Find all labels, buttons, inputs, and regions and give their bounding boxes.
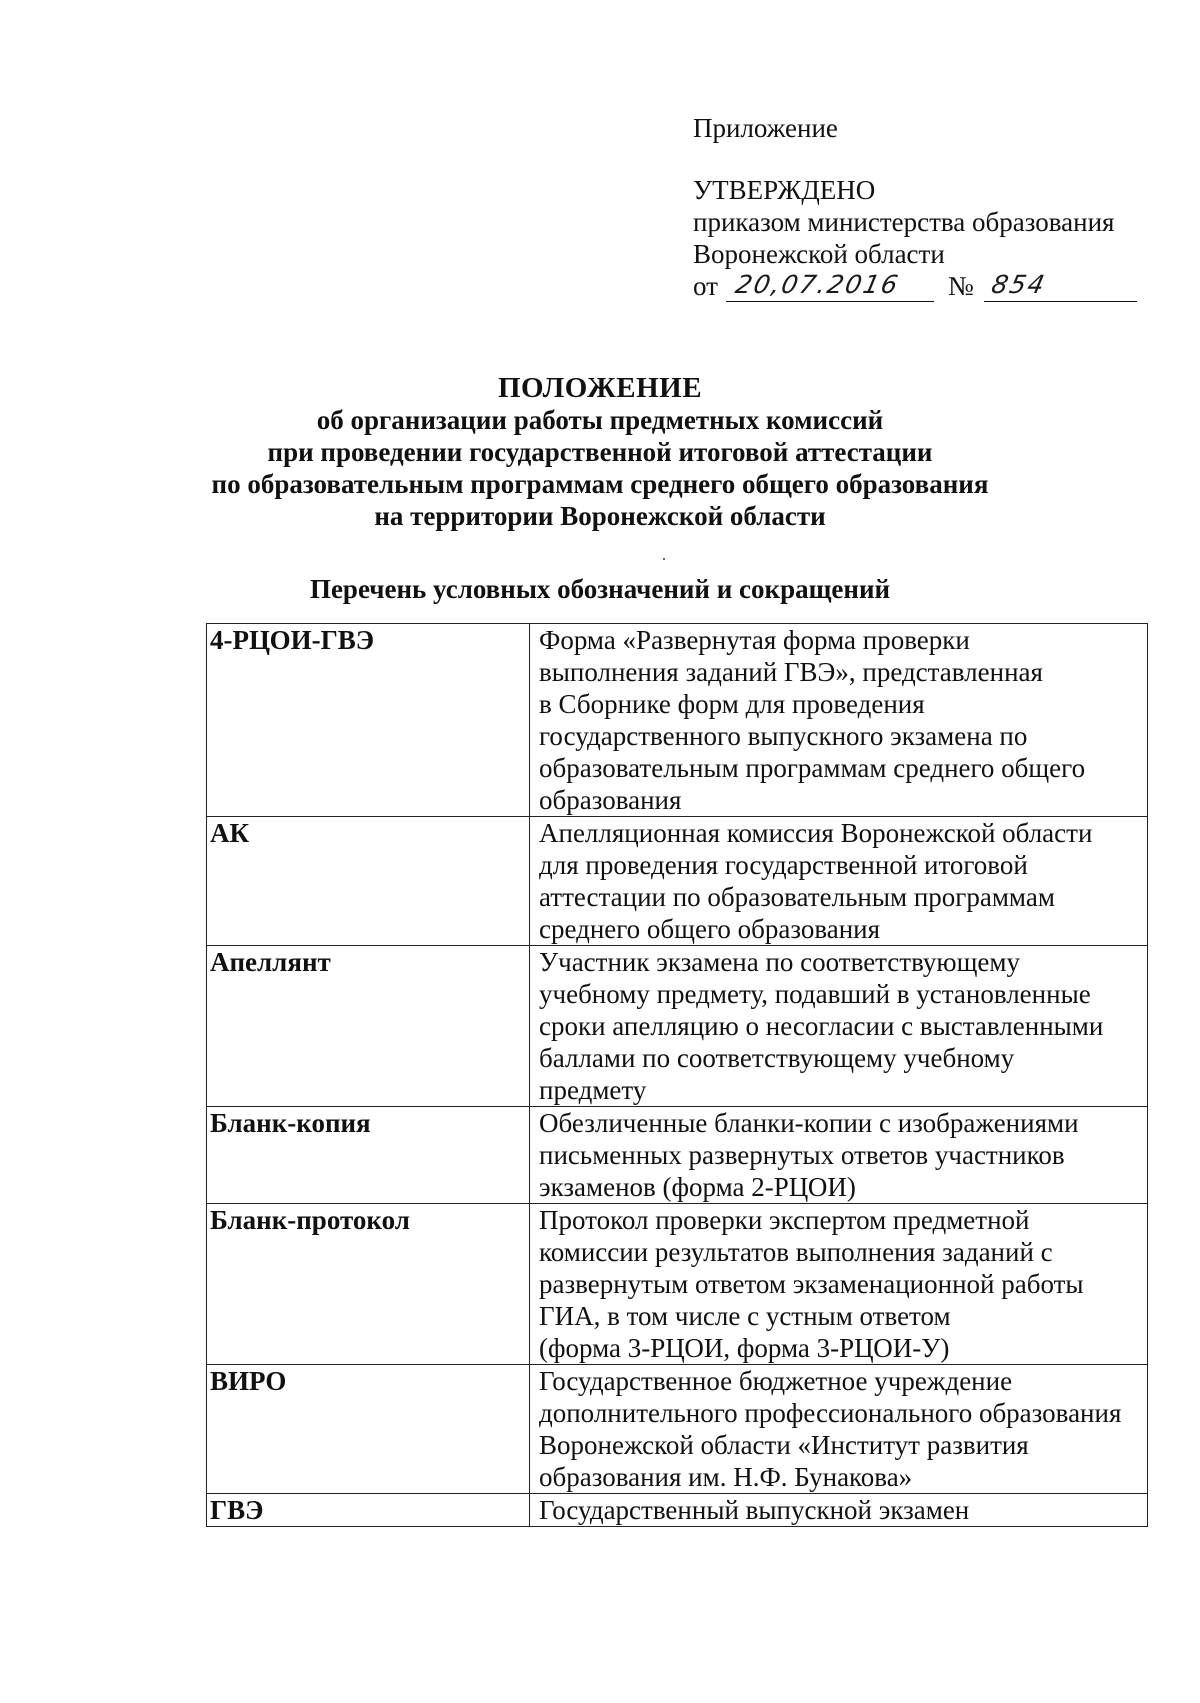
document-title-block [150, 372, 1050, 532]
abbreviation-definition [530, 1365, 1148, 1494]
definition-line: в Сборнике форм для проведения [539, 689, 925, 719]
abbreviation-term: ВИРО [207, 1365, 530, 1494]
definition-line: дополнительного профессионального образования [539, 1398, 1122, 1428]
abbreviations-table-body [207, 624, 1148, 1527]
abbreviation-term: 4-РЦОИ-ГВЭ [207, 624, 530, 817]
table-row [207, 1204, 1148, 1365]
abbreviation-definition [530, 1494, 1148, 1527]
definition-line: для проведения государственной итоговой [539, 850, 1028, 880]
abbreviation-definition [530, 1204, 1148, 1365]
approved-by-line-1: приказом министерства образования [693, 207, 1115, 237]
definition-line: Государственное бюджетное учреждение [539, 1366, 1013, 1396]
definition-line: Форма «Развернутая форма проверки [539, 625, 970, 655]
definition-line: государственного выпускного экзамена по [539, 721, 1028, 751]
abbreviation-definition [530, 1107, 1148, 1204]
definition-line: экзаменов (форма 2-РЦОИ) [539, 1172, 856, 1202]
definition-line: баллами по соответствующему учебному [539, 1043, 1015, 1073]
approved-label: УТВЕРЖДЕНО [693, 175, 876, 205]
definition-line: выполнения заданий ГВЭ», представленная [539, 657, 1043, 687]
approved-by-line-2: Воронежской области [693, 239, 945, 269]
table-row [207, 1365, 1148, 1494]
abbreviation-definition [530, 624, 1148, 817]
definition-line: образования им. Н.Ф. Бунакова» [539, 1462, 913, 1492]
abbreviation-term: ГВЭ [207, 1494, 530, 1527]
table-row [207, 946, 1148, 1107]
appendix-label: Приложение [693, 113, 838, 143]
abbreviation-definition [530, 817, 1148, 946]
title-line-2: при проведении государственной итоговой аттестации [267, 437, 933, 467]
title-line-1: об организации работы предметных комиссий [316, 405, 884, 435]
order-date-number-line [693, 270, 1153, 302]
abbreviation-definition [530, 946, 1148, 1107]
definition-line: Государственный выпускной экзамен [539, 1495, 970, 1525]
abbreviation-term: АК [207, 817, 530, 946]
from-label: от [693, 271, 718, 301]
table-row [207, 624, 1148, 817]
table-row [207, 817, 1148, 946]
number-sign: № [947, 271, 974, 301]
abbreviation-term: Бланк-копия [207, 1107, 530, 1204]
definition-line: Протокол проверки экспертом предметной [539, 1205, 1030, 1235]
definition-line: Воронежской области «Институт развития [539, 1430, 1029, 1460]
definition-line: развернутым ответом экзаменационной работы [539, 1269, 1084, 1299]
table-row [207, 1107, 1148, 1204]
definition-line: учебному предмету, подавший в установленные [539, 979, 1091, 1009]
order-number-blank [984, 271, 1137, 302]
definition-line: комиссии результатов выполнения заданий с [539, 1237, 1053, 1267]
definition-line: образовательным программам среднего общего [539, 753, 1086, 783]
definition-line: аттестации по образовательным программам [539, 882, 1055, 912]
document-title: ПОЛОЖЕНИЕ [497, 372, 703, 404]
title-line-3: по образовательным программам среднего общего образования [211, 469, 989, 499]
abbreviations-table [206, 623, 1148, 1527]
order-number-handwritten: 854 [988, 270, 1049, 299]
definition-line: предмету [539, 1075, 647, 1105]
definition-line: Обезличенные бланки-копии с изображениями [539, 1108, 1079, 1138]
definition-line: образования [539, 785, 682, 815]
definition-line: Апелляционная комиссия Воронежской области [539, 818, 1093, 848]
section-title: Перечень условных обозначений и сокращений [309, 574, 891, 604]
definition-line: (форма 3-РЦОИ, форма 3-РЦОИ-У) [539, 1333, 950, 1363]
definition-line: письменных развернутых ответов участников [539, 1140, 1065, 1170]
abbreviation-term: Бланк-протокол [207, 1204, 530, 1365]
definition-line: сроки апелляцию о несогласии с выставленными [539, 1011, 1104, 1041]
table-row [207, 1494, 1148, 1527]
order-date-blank [726, 271, 934, 302]
abbreviation-term: Апеллянт [207, 946, 530, 1107]
order-date-handwritten: 20,07.2016 [732, 270, 903, 299]
definition-line: Участник экзамена по соответствующему [539, 947, 1020, 977]
definition-line: среднего общего образования [539, 914, 881, 944]
title-line-4: на территории Воронежской области [374, 501, 826, 531]
definition-line: ГИА, в том числе с устным ответом [539, 1301, 951, 1331]
approval-block [693, 112, 1153, 302]
scan-speck [663, 558, 665, 560]
